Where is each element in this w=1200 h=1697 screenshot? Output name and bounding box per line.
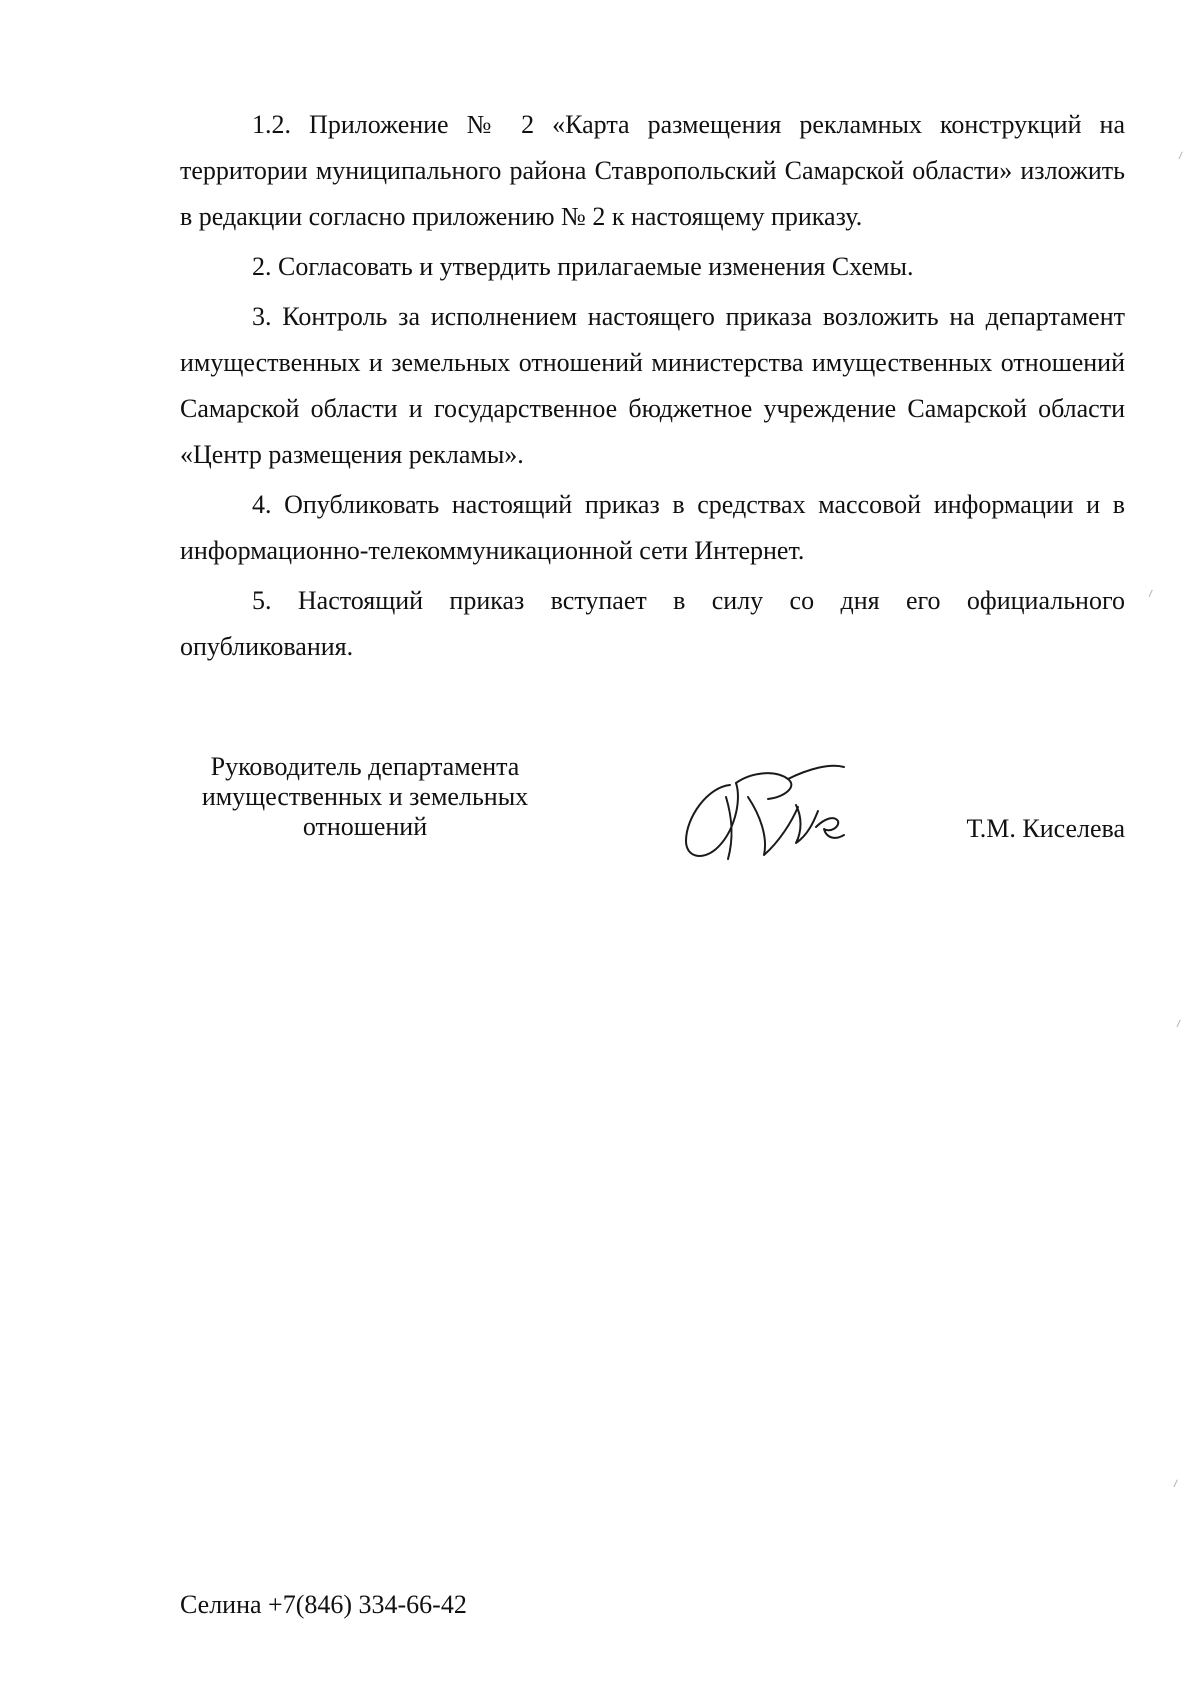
- paragraph-5: 5. Настоящий приказ вступает в силу со дня его официального опубликования.: [180, 586, 1125, 661]
- scan-speck: [1178, 152, 1185, 161]
- paragraph-2: 2. Согласовать и утвердить прилагаемые изменения Схемы.: [252, 252, 914, 281]
- paragraph-1-2: 1.2. Приложение № 2 «Карта размещения рекламных конструкций на территории муниципального района Ставропольский Самарской области» изложить в редакции согласно приложению № 2 к настоящему приказу.: [180, 110, 1125, 231]
- position-line: имущественных и земельных: [201, 782, 529, 811]
- paragraph-3: 3. Контроль за исполнением настоящего приказа возложить на департамент имущественных и земельных отношений министерства имущественных отношений Самарской области и государственное бюджетное учреждение Самарской области «Центр размещения рекламы».: [180, 302, 1125, 469]
- paragraph-4: 4. Опубликовать настоящий приказ в средствах массовой информации и в информационно-телекоммуникационной сети Интернет.: [180, 490, 1125, 565]
- signer-name: Т.М. Киселева: [966, 814, 1125, 843]
- signature-block: [180, 752, 1125, 872]
- scan-speck: [1148, 590, 1155, 599]
- scan-speck: [1173, 1480, 1180, 1489]
- document-body: [180, 102, 1125, 674]
- handwritten-signature: [668, 757, 868, 867]
- position-line: Руководитель департамента: [210, 752, 520, 781]
- position-line: отношений: [302, 812, 428, 841]
- scan-speck: [1176, 1020, 1183, 1029]
- signer-position: [180, 752, 550, 842]
- contact-line: Селина +7(846) 334-66-42: [180, 1590, 467, 1619]
